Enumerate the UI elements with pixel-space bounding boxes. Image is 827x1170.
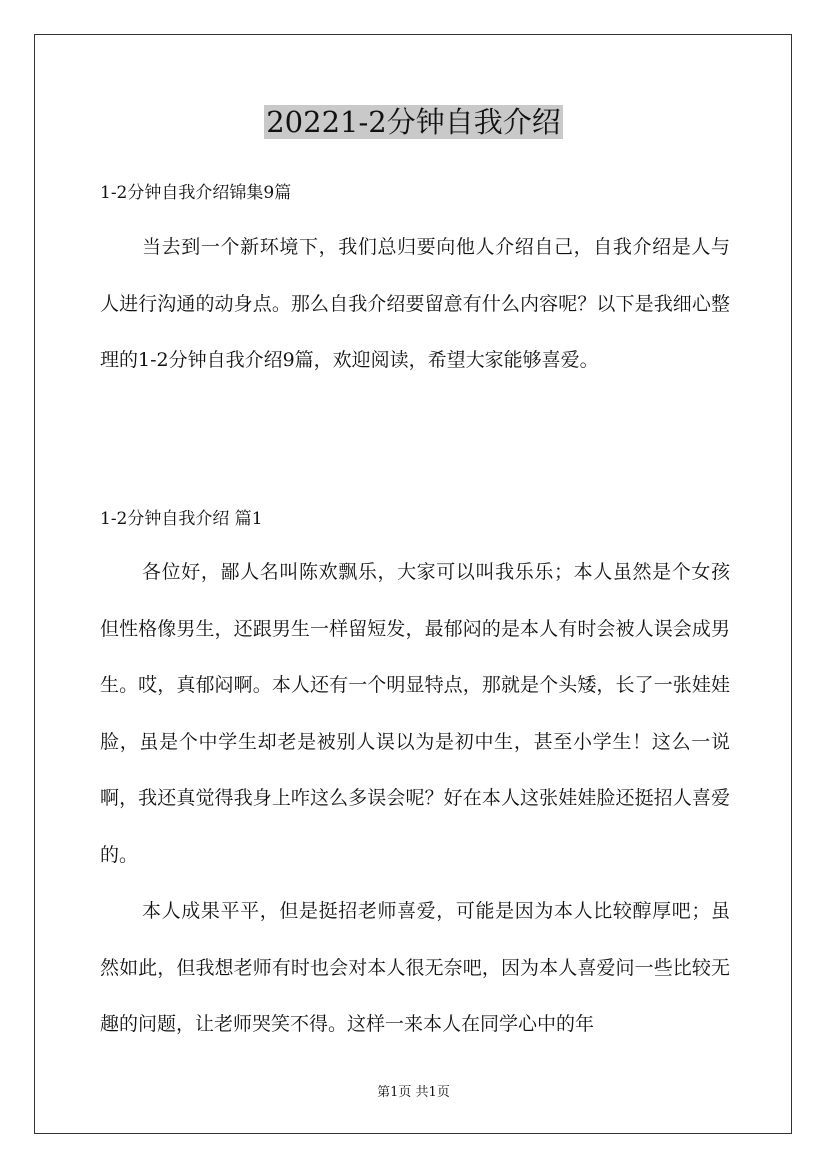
collection-heading: 1-2分钟自我介绍锦集9篇 xyxy=(100,183,292,203)
document-title-text: 20221-2分钟自我介绍 xyxy=(266,105,561,139)
section-paragraph: 本人成果平平，但是挺招老师喜爱，可能是因为本人比较醇厚吧；虽然如此，但我想老师有时也会对本人很无奈吧，因为本人喜爱问一些比较无趣的问题，让老师哭笑不得。这样一来本人在同学心中的年 xyxy=(100,900,730,1035)
intro-paragraph: 当去到一个新环境下，我们总归要向他人介绍自己，自我介绍是人与人进行沟通的动身点。那么自我介绍要留意有什么内容呢？以下是我细心整理的1-2分钟自我介绍9篇，欢迎阅读，希望大家能够喜爱。 xyxy=(100,236,730,371)
section-paragraph: 各位好，鄙人名叫陈欢飘乐，大家可以叫我乐乐；本人虽然是个女孩但性格像男生，还跟男生一样留短发，最郁闷的是本人有时会被人误会成男生。哎，真郁闷啊。本人还有一个明显特点，那就是个头矮，长了一张娃娃脸，虽是个中学生却老是被别人误以为是初中生，甚至小学生！这么一说啊，我还真觉得我身上咋这么多误会呢？好在本人这张娃娃脸还挺招人喜爱的。 xyxy=(100,561,730,866)
page-footer: 第1页 共1页 xyxy=(377,1085,450,1100)
document-title xyxy=(0,102,827,142)
section-heading: 1-2分钟自我介绍 篇1 xyxy=(100,509,263,529)
